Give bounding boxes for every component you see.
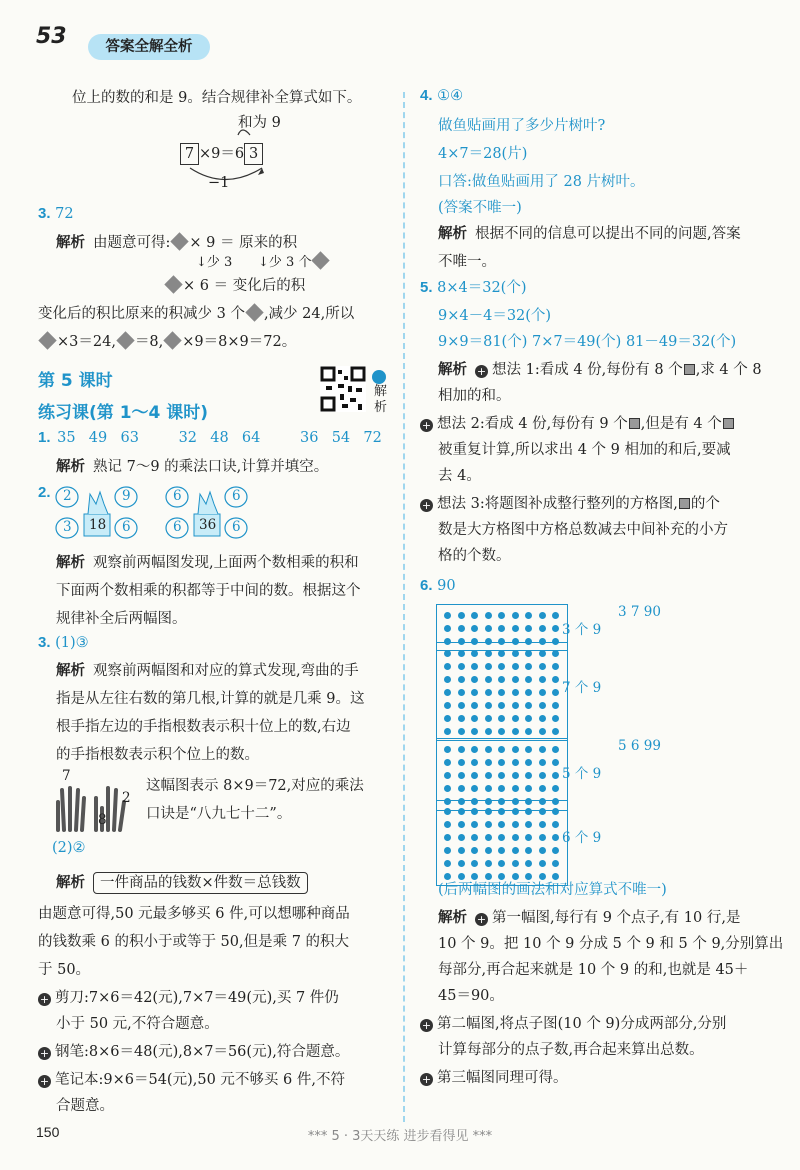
q4-explain-2: 不唯一。: [438, 254, 496, 270]
dot: [552, 663, 559, 670]
q2-explain-2: 下面两个数相乘的积都等于中间的数。根据这个: [56, 583, 361, 599]
dot: [552, 746, 559, 753]
dot: [444, 772, 451, 779]
dot: [485, 873, 492, 880]
dot: [485, 702, 492, 709]
dot: [552, 715, 559, 722]
q5-line2: 9×9＝81(个) 7×7＝49(个) 81－49＝32(个): [438, 334, 737, 350]
square-icon: [679, 498, 690, 509]
dot: [498, 702, 505, 709]
dot: [525, 860, 532, 867]
q3b-bullet-3b: 合题意。: [56, 1098, 114, 1114]
dot: [539, 676, 546, 683]
dot: [444, 715, 451, 722]
dot: [485, 650, 492, 657]
dot: [525, 772, 532, 779]
dot: [458, 821, 465, 828]
dot: [512, 728, 519, 735]
gem-icon: [171, 232, 189, 250]
dot: [471, 873, 478, 880]
dot: [458, 612, 465, 619]
q2-explain-1: 解析 观察前两幅图发现,上面两个数相乘的积和: [56, 555, 359, 571]
q3b-bullet-1b: 小于 50 元,不符合题意。: [56, 1016, 219, 1032]
dot: [485, 772, 492, 779]
dot: [458, 715, 465, 722]
q3b-para-1: 由题意可得,50 元最多够买 6 件,可以想哪种商品: [38, 906, 350, 922]
column-divider: [403, 92, 405, 1122]
q6-heading: 6. 90: [420, 577, 456, 594]
dot: [512, 847, 519, 854]
dot: [485, 759, 492, 766]
q3b-para-2: 的钱数乘 6 的积小于或等于 50,但是乘 7 的积大: [38, 934, 350, 950]
dot: [525, 663, 532, 670]
dot: [512, 625, 519, 632]
q3-line3: 变化后的积比原来的积减少 3 个 ,减少 24,所以: [38, 304, 354, 324]
dot: [471, 650, 478, 657]
dot: [512, 759, 519, 766]
dot: [498, 650, 505, 657]
gem-icon: [312, 251, 330, 269]
dot: [498, 808, 505, 815]
dot: [539, 759, 546, 766]
dot: [498, 821, 505, 828]
dot: [498, 625, 505, 632]
dot: [539, 847, 546, 854]
dot: [471, 785, 478, 792]
q3b-line4: 的手指根数表示积个位上的数。: [56, 747, 259, 763]
dot: [458, 847, 465, 854]
lesson-title: 第 5 课时: [38, 366, 113, 391]
gem-icon: [245, 303, 263, 321]
dot: [525, 821, 532, 828]
hand-text-2: 口诀是“八九七十二”。: [146, 806, 292, 822]
square-icon: [629, 418, 640, 429]
dot: [444, 821, 451, 828]
dot: [512, 808, 519, 815]
dot: [444, 676, 451, 683]
dot: [458, 676, 465, 683]
plus-bullet-icon: +: [421, 1019, 432, 1032]
dot: [539, 873, 546, 880]
q6-line4: 45＝90。: [438, 988, 504, 1004]
q3-arrow-b: ↓少 3 个: [258, 253, 330, 273]
q5-m2d: 去 4。: [438, 468, 481, 484]
dot: [552, 702, 559, 709]
dot: [512, 873, 519, 880]
dot: [444, 689, 451, 696]
gem-icon: [38, 331, 56, 349]
dot: [498, 860, 505, 867]
q6-line3: 每部分,再合起来就是 10 个 9 的和,也就是 45＋: [438, 962, 749, 978]
qr-code-icon[interactable]: [320, 366, 366, 412]
q2-label: 2.: [38, 484, 51, 501]
dot: [485, 728, 492, 735]
carry-diagram: [180, 113, 290, 193]
q3b-line2: 指是从左往右数的第几根,计算的就是几乘 9。这: [56, 691, 365, 707]
dot: [444, 746, 451, 753]
dot: [512, 860, 519, 867]
dot: [525, 702, 532, 709]
grid-label-5x9: 5 个 9: [562, 766, 602, 782]
dot: [512, 746, 519, 753]
dot: [444, 728, 451, 735]
dot: [485, 746, 492, 753]
dot: [539, 785, 546, 792]
dot: [539, 808, 546, 815]
qr-label: 解析: [374, 384, 388, 415]
dot: [444, 612, 451, 619]
dot: [552, 860, 559, 867]
dot: [525, 612, 532, 619]
plus-bullet-icon: +: [421, 1073, 432, 1086]
q3b-bullet-3a: + 笔记本:9×6＝54(元),50 元不够买 6 件,不符: [39, 1072, 345, 1088]
dot: [498, 772, 505, 779]
dot: [458, 759, 465, 766]
dot: [485, 676, 492, 683]
dot: [458, 728, 465, 735]
dot: [471, 676, 478, 683]
plus-bullet-icon: +: [476, 365, 487, 378]
grid-nums-2: 5 6 99: [618, 738, 661, 754]
dot: [444, 847, 451, 854]
q5-m3c: 数是大方格图中方格总数减去中间补充的小方: [438, 522, 728, 538]
dot: [485, 821, 492, 828]
dot: [444, 702, 451, 709]
dot: [485, 612, 492, 619]
dot: [498, 715, 505, 722]
dot: [552, 821, 559, 828]
dot: [471, 821, 478, 828]
dot: [552, 650, 559, 657]
dot: [485, 834, 492, 841]
dot: [498, 785, 505, 792]
q5-m1a: 解析 + 想法 1:看成 4 份,每份有 8 个 ,求 4 个 8: [438, 362, 762, 378]
dot: [485, 689, 492, 696]
dot: [539, 728, 546, 735]
dot: [525, 650, 532, 657]
dot: [552, 689, 559, 696]
dot: [444, 860, 451, 867]
dot: [444, 785, 451, 792]
header-title: 答案全解全析: [88, 34, 210, 60]
dot: [539, 612, 546, 619]
dot: [458, 860, 465, 867]
grid-label-3x9: 3 个 9: [562, 622, 602, 638]
dot: [525, 689, 532, 696]
dot: [498, 689, 505, 696]
plus-bullet-icon: +: [39, 993, 50, 1006]
dot: [471, 834, 478, 841]
dot: [525, 808, 532, 815]
dot: [539, 715, 546, 722]
dot: [471, 759, 478, 766]
dot: [458, 625, 465, 632]
dot: [471, 847, 478, 854]
dot: [512, 785, 519, 792]
dot: [539, 663, 546, 670]
dot: [552, 808, 559, 815]
flower-figure-1: 2 9 3 18 6: [54, 484, 146, 542]
dot: [525, 715, 532, 722]
q1-answers: 1. 35 49 63 32 48 64 36 54 72: [38, 429, 382, 446]
q3b-bullet-2: + 钢笔:8×6＝48(元),8×7＝56(元),符合题意。: [39, 1044, 350, 1060]
dot: [444, 808, 451, 815]
dot: [498, 676, 505, 683]
plus-bullet-icon: +: [476, 913, 487, 926]
dot: [512, 834, 519, 841]
q5-m3a: + 想法 3:将题图补成整行整列的方格图, 的个: [421, 496, 720, 512]
dot: [552, 625, 559, 632]
hands-figure: 7 8 2: [52, 772, 132, 834]
q6-note: (后两幅图的画法和对应算式不唯一): [438, 882, 667, 898]
dot: [512, 689, 519, 696]
gem-icon: [116, 331, 134, 349]
plus-bullet-icon: +: [39, 1075, 50, 1088]
dot: [539, 702, 546, 709]
dot: [539, 625, 546, 632]
grid-label-6x9: 6 个 9: [562, 830, 602, 846]
dot: [444, 873, 451, 880]
q5-m3d: 格的个数。: [438, 548, 511, 564]
dot: [444, 759, 451, 766]
plus-bullet-icon: +: [39, 1047, 50, 1060]
dot: [552, 728, 559, 735]
hand-text-1: 这幅图表示 8×9＝72,对应的乘法: [146, 778, 364, 794]
q5-heading: 5. 8×4＝32(个): [420, 279, 527, 296]
q5-line1: 9×4－4＝32(个): [438, 308, 552, 324]
q6-line1: 解析 + 第一幅图,每行有 9 个点子,有 10 行,是: [438, 910, 741, 926]
dot: [498, 873, 505, 880]
q3-arrow-a: ↓少 3: [196, 255, 233, 270]
diagram-expression: 7 ×9＝6 3: [180, 143, 263, 165]
dot: [498, 728, 505, 735]
dot: [512, 821, 519, 828]
dot: [552, 873, 559, 880]
q4-line1: 做鱼贴画用了多少片树叶?: [438, 118, 606, 134]
q4-line3: 口答:做鱼贴画用了 28 片树叶。: [438, 174, 645, 190]
dot: [552, 772, 559, 779]
q3-line2: × 6 ＝ 变化后的积: [164, 276, 305, 296]
dot: [498, 759, 505, 766]
flower-figure-2: 6 6 6 36 6: [164, 484, 256, 542]
dot: [539, 746, 546, 753]
dot: [539, 834, 546, 841]
dot: [458, 808, 465, 815]
q3-heading: 3. 72: [38, 205, 74, 222]
dot: [525, 728, 532, 735]
dot: [525, 625, 532, 632]
dot: [471, 772, 478, 779]
dot: [498, 834, 505, 841]
square-icon: [723, 418, 734, 429]
dot: [525, 785, 532, 792]
dot: [539, 860, 546, 867]
q3-line1: 解析 由题意可得: × 9 ＝ 原来的积: [56, 233, 297, 253]
dot: [512, 702, 519, 709]
q5-m2a: + 想法 2:看成 4 份,每份有 9 个 ,但是有 4 个: [420, 414, 735, 434]
dot: [444, 650, 451, 657]
q5-m2c: 被重复计算,所以求出 4 个 9 相加的和后,要减: [438, 442, 731, 458]
dot: [458, 663, 465, 670]
q3b-para-3: 于 50。: [38, 962, 91, 978]
dot: [485, 860, 492, 867]
gem-icon: [164, 331, 182, 349]
dot: [485, 785, 492, 792]
q3b-line3: 根手指左边的手指根数表示积十位上的数,右边: [56, 719, 351, 735]
dot: [525, 834, 532, 841]
dot: [471, 689, 478, 696]
dot: [552, 759, 559, 766]
grid-nums-1: 3 7 90: [618, 604, 661, 620]
q4-line4: (答案不唯一): [438, 200, 522, 216]
dot: [498, 663, 505, 670]
q4-explain-1: 解析 根据不同的信息可以提出不同的问题,答案: [438, 226, 741, 242]
dot: [458, 785, 465, 792]
dot: [471, 663, 478, 670]
dot: [485, 663, 492, 670]
dot-grid-6x9: [436, 800, 568, 886]
dot: [458, 873, 465, 880]
dot: [471, 625, 478, 632]
dot: [525, 676, 532, 683]
q4-line2: 4×7＝28(片): [438, 146, 528, 162]
q4-heading: 4. ①④: [420, 87, 464, 104]
dot: [458, 834, 465, 841]
dot: [444, 834, 451, 841]
dot: [485, 808, 492, 815]
dot: [512, 772, 519, 779]
footer-slogan: *** 5 · 3天天练 进步看得见 ***: [307, 1129, 493, 1144]
dot: [512, 612, 519, 619]
dot: [471, 746, 478, 753]
dot: [444, 625, 451, 632]
q6-b3: + 第三幅图同理可得。: [421, 1070, 568, 1086]
q3b-line1: 解析 观察前两幅图和对应的算式发现,弯曲的手: [56, 663, 359, 679]
q3b-formula: 解析 一件商品的钱数×件数＝总钱数: [56, 872, 308, 894]
dot: [539, 689, 546, 696]
dot: [471, 715, 478, 722]
q5-m1c: 相加的和。: [438, 388, 511, 404]
plus-bullet-icon: +: [421, 419, 432, 432]
q3-line4: ×3＝24, ＝8, ×9＝8×9＝72。: [38, 332, 296, 352]
dot: [539, 772, 546, 779]
dot: [458, 702, 465, 709]
brand-logo: 53: [36, 24, 67, 49]
intro-line: 位上的数的和是 9。结合规律补全算式如下。: [72, 90, 362, 106]
dot: [471, 702, 478, 709]
dot: [485, 847, 492, 854]
dot: [498, 847, 505, 854]
dot: [552, 612, 559, 619]
dot: [458, 650, 465, 657]
dot: [471, 808, 478, 815]
play-icon: [372, 370, 386, 384]
q2-explain-3: 规律补全后两幅图。: [56, 611, 187, 627]
q6-line2: 10 个 9。把 10 个 9 分成 5 个 9 和 5 个 9,分别算出: [438, 936, 784, 952]
page-number: 150: [36, 1124, 60, 1140]
lesson-subtitle: 练习课(第 1～4 课时): [38, 398, 208, 423]
dot: [552, 676, 559, 683]
dot: [512, 650, 519, 657]
dot: [512, 715, 519, 722]
dot: [485, 715, 492, 722]
plus-bullet-icon: +: [421, 499, 432, 512]
dot-grid-7x9: [436, 642, 568, 741]
dot: [498, 746, 505, 753]
dot: [525, 746, 532, 753]
q3b-answer2: (2)②: [52, 840, 86, 856]
dot: [471, 728, 478, 735]
q6-b2a: + 第二幅图,将点子图(10 个 9)分成两部分,分别: [421, 1016, 727, 1032]
minus-label: −1: [208, 175, 230, 191]
q3b-heading: 3. (1)③: [38, 634, 89, 651]
dot: [552, 834, 559, 841]
q6-b2b: 计算每部分的点子数,再合起来算出总数。: [438, 1042, 704, 1058]
dot: [498, 612, 505, 619]
q1-explanation: 解析 熟记 7～9 的乘法口诀,计算并填空。: [56, 459, 329, 475]
dot: [512, 663, 519, 670]
dot: [458, 689, 465, 696]
grid-label-7x9: 7 个 9: [562, 680, 602, 696]
dot: [539, 650, 546, 657]
dot: [444, 663, 451, 670]
square-icon: [684, 364, 695, 375]
dot: [471, 860, 478, 867]
dot: [525, 847, 532, 854]
sum-label: 和为 9: [238, 115, 281, 131]
dot: [458, 746, 465, 753]
dot: [525, 759, 532, 766]
dot: [471, 612, 478, 619]
dot: [552, 847, 559, 854]
dot: [485, 625, 492, 632]
dot: [539, 821, 546, 828]
dot: [458, 772, 465, 779]
q3b-bullet-1a: + 剪刀:7×6＝42(元),7×7＝49(元),买 7 件仍: [39, 990, 339, 1006]
dot: [525, 873, 532, 880]
gem-icon: [164, 275, 182, 293]
dot: [552, 785, 559, 792]
dot: [512, 676, 519, 683]
